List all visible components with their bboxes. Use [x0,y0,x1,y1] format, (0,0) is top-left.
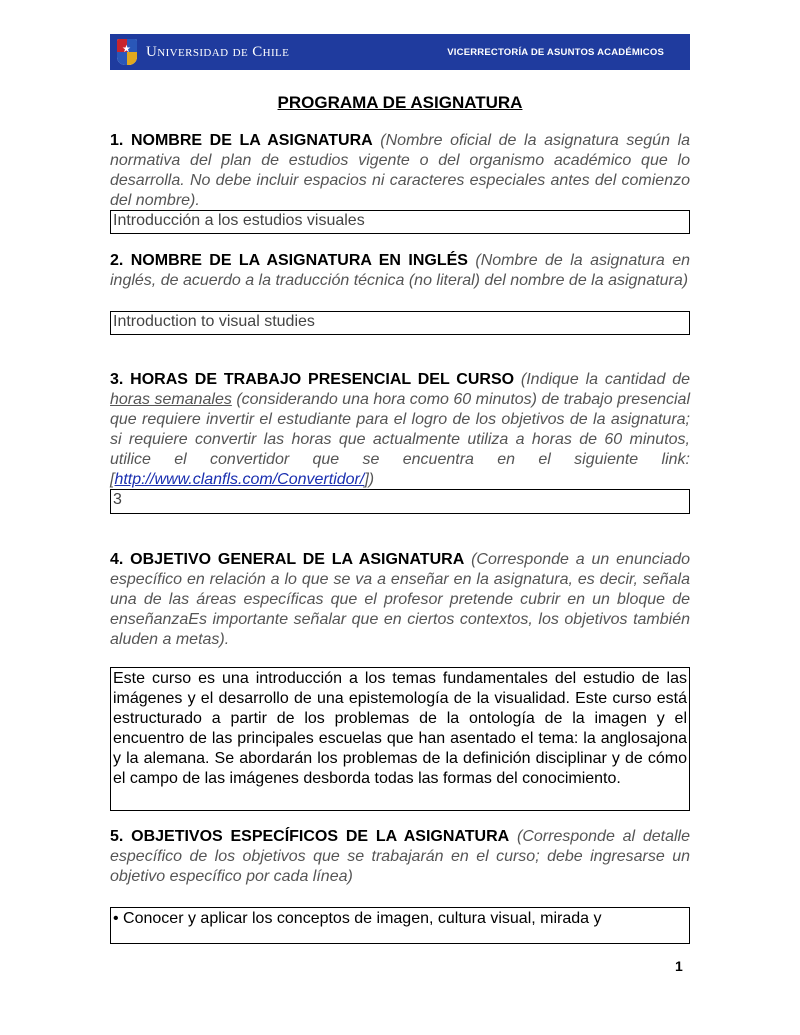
section-4-value: Este curso es una introducción a los temas fundamentales del estudio de las imágenes y el desarrollo de una epistemología de la visualidad. Este curso está estructurado a partir de los problemas de la ontología de la imagen y el encuentro de las principales escuelas que han asentado el tema: la anglosajona y la alemana. Se abordarán los problemas de la definición disciplinar y de cómo el campo de las imágenes desborda todas las formas del conocimiento. [113,670,687,787]
section-2-heading: 2. NOMBRE DE LA ASIGNATURA EN INGLÉS [110,252,468,269]
section-1-heading: 1. NOMBRE DE LA ASIGNATURA [110,132,373,149]
section-4-heading: 4. OBJETIVO GENERAL DE LA ASIGNATURA [110,551,465,568]
section-4-description: (Corresponde a un enunciado específico en relación a lo que se va a enseñar en la asignatura, es decir, señala una de las áreas específicas que el profesor pretende cubrir en un bloque de enseñanzaEs importante señalar que en ciertos contextos, los objetivos también aluden a metas). [110,551,690,648]
section-5-value-box [110,907,690,944]
university-crest-icon: ★ [117,39,137,65]
section-3-heading: 3. HORAS DE TRABAJO PRESENCIAL DEL CURSO [110,371,515,388]
section-4-value-box [110,667,690,811]
section-4-header [110,550,690,650]
section-1-description: (Nombre oficial de la asignatura según la normativa del plan de estudios vigente o del organismo académico que lo desarrolla. No debe incluir espacios ni caracteres especiales antes del comienzo del nombre). [110,132,691,209]
section-2-header [110,251,690,291]
section-5-value: • Conocer y aplicar los conceptos de imagen, cultura visual, mirada y [113,910,602,927]
section-3-description: (Indique la cantidad de horas semanales (considerando una hora como 60 minutos) de trabajo presencial que requiere invertir el estudiante para el logro de los objetivos de la asignatura; si requiere convertir las horas que actualmente utiliza a horas de 60 minutos, utilice el convertidor que se encuentra en el siguiente link: [http://www.clanfls.com/Convertidor/]) [110,371,691,488]
section-1-value: Introducción a los estudios visuales [113,212,365,229]
section-3-value-box [110,489,690,514]
vicerrectoria-label: VICERRECTORÍA DE ASUNTOS ACADÉMICOS [447,46,664,58]
section-5-box-bottom [110,943,690,944]
page-number: 1 [675,958,683,974]
section-2-description: (Nombre de la asignatura en inglés, de acuerdo a la traducción técnica (no literal) del nombre de la asignatura) [110,252,691,289]
section-5-heading: 5. OBJETIVOS ESPECÍFICOS DE LA ASIGNATURA [110,828,510,845]
convertidor-link[interactable]: http://www.clanfls.com/Convertidor/ [114,471,365,488]
section-5-header [110,827,690,887]
section-2-value-box [110,311,690,335]
section-1-value-box [110,210,690,234]
section-2-value: Introduction to visual studies [113,313,315,330]
section-1-header [110,131,690,211]
section-3-header [110,370,690,490]
section-3-value: 3 [113,491,122,508]
header-banner [110,34,690,70]
university-name: Universidad de Chile [146,43,290,60]
section-5-description: (Corresponde al detalle específico de los objetivos que se trabajarán en el curso; debe ingresarse un objetivo específico por cada línea) [110,828,690,885]
page-title: PROGRAMA DE ASIGNATURA [277,93,523,112]
